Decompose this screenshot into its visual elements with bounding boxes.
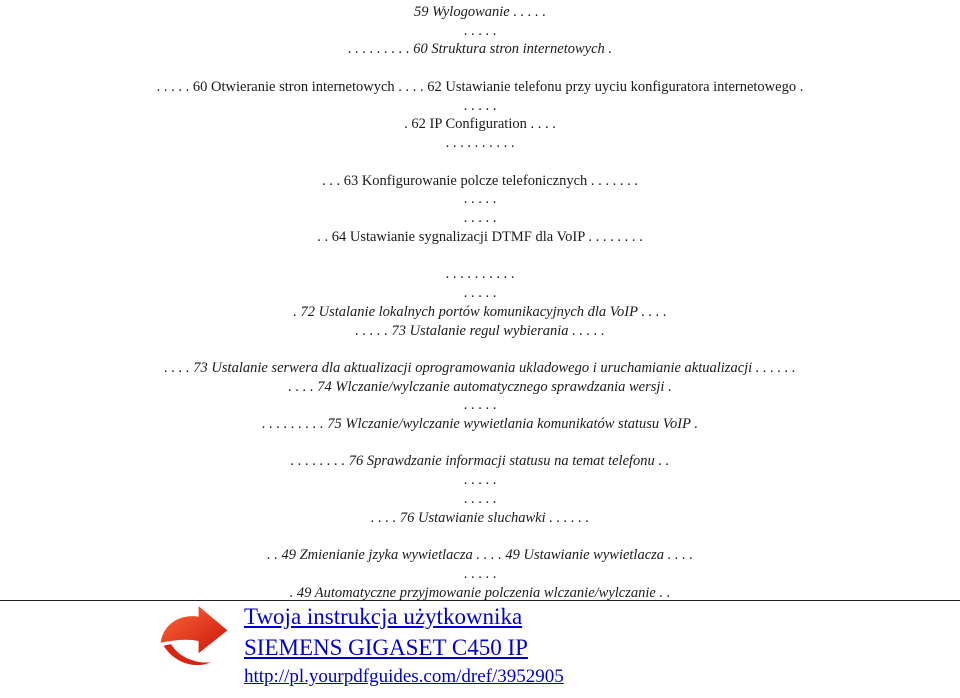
toc-line: . . . . . [463,566,497,582]
toc-line: . . . . . [463,397,497,413]
toc-line: . . . . . [463,23,497,39]
toc-line: . . . . . 60 Otwieranie stron internetowych . . . . 62 Ustawianie telefonu przy uyciu konfiguratora internetowego . [156,79,804,95]
toc-line: . . . . 74 Wlczanie/wylczanie automatycznego sprawdzania wersji . [288,379,672,395]
toc-line: . . . . . [463,98,497,114]
toc-line: . . . . . [463,491,497,507]
footer-divider [0,600,960,601]
toc-line: . . . . 73 Ustalanie serwera dla aktualizacji oprogramowania ukladowego i uruchamianie aktualizacji . . . . . . [164,360,796,376]
red-arrow-icon [156,600,232,676]
toc-line: . . . . . 73 Ustalanie regul wybierania . . . . . [355,323,605,339]
toc-line: . . . . . . . . . 75 Wlczanie/wylczanie wywietlania komunikatów statusu VoIP . [262,416,698,432]
toc-line: . . . . . . . . . 60 Struktura stron internetowych . [347,41,613,57]
toc-line: . . . . 76 Ustawianie sluchawki . . . . . . [370,510,590,526]
toc-line: . 49 Automatyczne przyjmowanie polczenia wlczanie/wylczanie . . [289,585,671,600]
toc-line: . . . . . [463,472,497,488]
toc-line: . 62 IP Configuration . . . . [404,116,556,132]
toc-line: . . 64 Ustawianie sygnalizacji DTMF dla VoIP . . . . . . . . [317,229,643,245]
toc-line: . . . . . [463,285,497,301]
toc-line: . . . . . . . . 76 Sprawdzanie informacji statusu na temat telefonu . . [290,453,670,469]
toc-line: . . . . . [463,191,497,207]
manual-title-link[interactable]: Twoja instrukcja użytkownika [244,604,523,629]
product-model-link[interactable]: SIEMENS GIGASET C450 IP [244,635,528,660]
toc-line: . . 49 Zmienianie jzyka wywietlacza . . . . 49 Ustawianie wywietlacza . . . . [266,547,694,563]
toc-line: . 72 Ustalanie lokalnych portów komunikacyjnych dla VoIP . . . . [293,304,667,320]
toc-line: . . . . . [463,210,497,226]
toc-line: . . . . . . . . . . [445,135,515,151]
toc-line: 59 Wylogowanie . . . . . [414,4,546,20]
toc-line: . . . 63 Konfigurowanie polcze telefonicznych . . . . . . . [321,173,639,189]
source-url-link[interactable]: http://pl.yourpdfguides.com/dref/3952905 [244,666,564,687]
toc-line: . . . . . . . . . . [445,266,515,282]
